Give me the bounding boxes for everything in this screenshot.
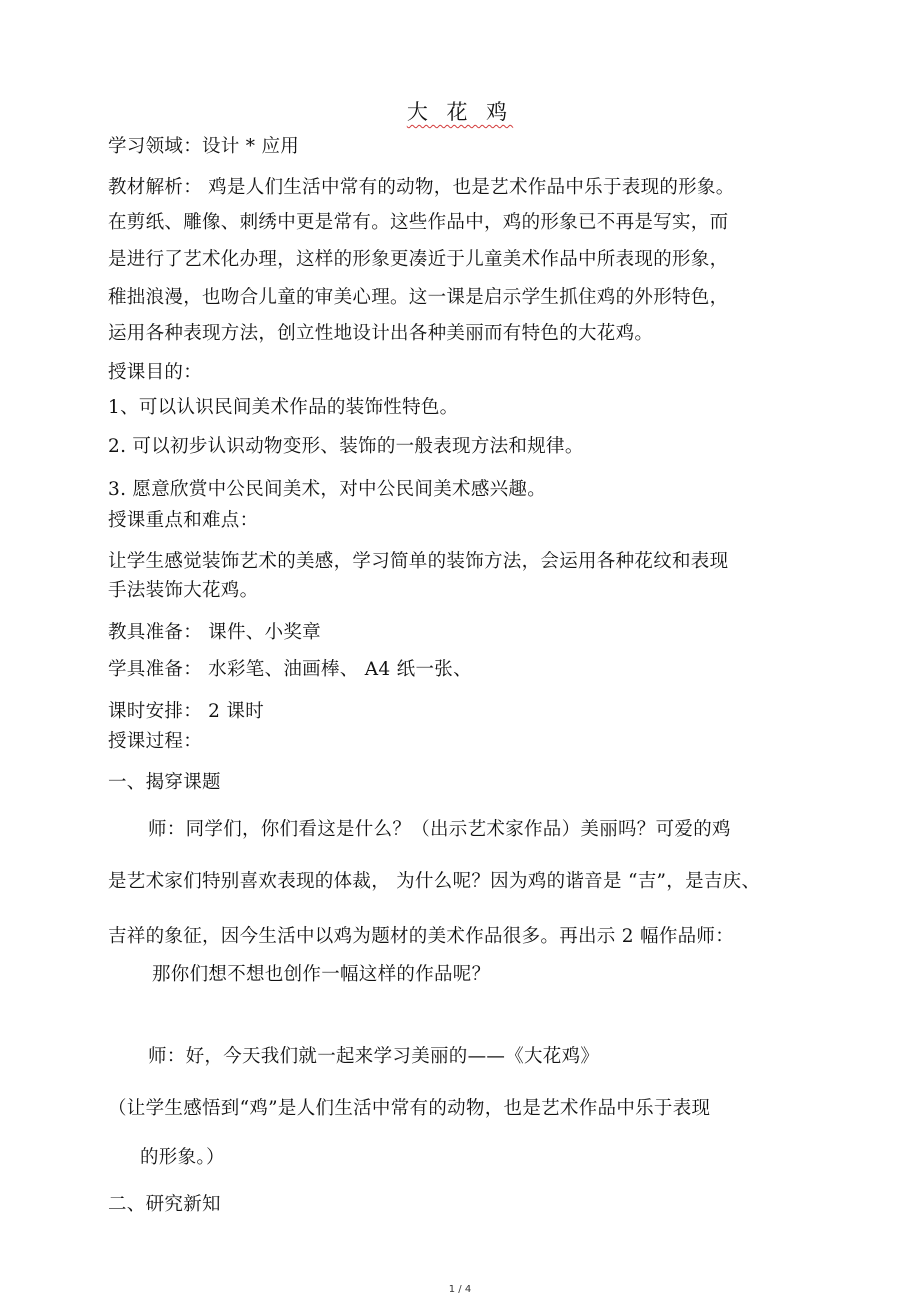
- list-item: 1、可以认识民间美术作品的装饰性特色。: [108, 397, 459, 418]
- section-heading: 授课重点和难点：: [108, 510, 259, 531]
- text-line: 的形象。）: [140, 1147, 225, 1168]
- text-line: 让学生感觉装饰艺术的美感，学习简单的装饰方法，会运用各种花纹和表现: [108, 551, 729, 572]
- text-line: 教具准备： 课件、小奖章: [108, 622, 321, 643]
- text-line: 在剪纸、雕像、刺绣中更是常有。这些作品中，鸡的形象已不再是写实，而: [108, 212, 729, 233]
- text-line: 是进行了艺术化办理，这样的形象更凑近于儿童美术作品中所表现的形象，: [108, 249, 729, 270]
- text-line: 师：同学们，你们看这是什么？（出示艺术家作品）美丽吗？可爱的鸡: [148, 819, 731, 840]
- section-heading: 二、研究新知: [108, 1194, 221, 1215]
- text-line: 课时安排： 2 课时: [108, 701, 265, 722]
- text-line: 学习领域：设计 * 应用: [108, 136, 300, 157]
- page-number: 1 / 4: [448, 1284, 472, 1295]
- document-title: 大 花 鸡: [406, 100, 514, 124]
- section-heading: 授课目的：: [108, 362, 203, 383]
- text-line: 吉祥的象征，因今生活中以鸡为题材的美术作品很多。再出示 2 幅作品师：: [108, 926, 735, 947]
- text-line: 运用各种表现方法，创立性地设计出各种美丽而有特色的大花鸡。: [108, 323, 654, 344]
- list-item: 3. 愿意欣赏中公民间美术，对中公民间美术感兴趣。: [108, 479, 547, 500]
- section-heading: 授课过程：: [108, 731, 203, 752]
- text-line: 是艺术家们特别喜欢表现的体裁， 为什么呢？因为鸡的谐音是 “吉”，是吉庆、: [108, 871, 761, 892]
- text-line: 那你们想不想也创作一幅这样的作品呢？: [152, 964, 491, 985]
- section-heading: 一、揭穿课题: [108, 772, 221, 793]
- text-line: 教材解析： 鸡是人们生活中常有的动物，也是艺术作品中乐于表现的形象。: [108, 177, 735, 198]
- text-line: 学具准备： 水彩笔、油画棒、 A4 纸一张、: [108, 659, 472, 680]
- text-line: 手法装饰大花鸡。: [108, 580, 259, 601]
- text-line: 师：好，今天我们就一起来学习美丽的——《大花鸡》: [148, 1046, 600, 1067]
- list-item: 2. 可以初步认识动物变形、装饰的一般表现方法和规律。: [108, 436, 584, 457]
- text-line: 稚拙浪漫，也吻合儿童的审美心理。这一课是启示学生抓住鸡的外形特色，: [108, 287, 729, 308]
- text-line: （让学生感悟到“鸡”是人们生活中常有的动物，也是艺术作品中乐于表现: [108, 1098, 711, 1119]
